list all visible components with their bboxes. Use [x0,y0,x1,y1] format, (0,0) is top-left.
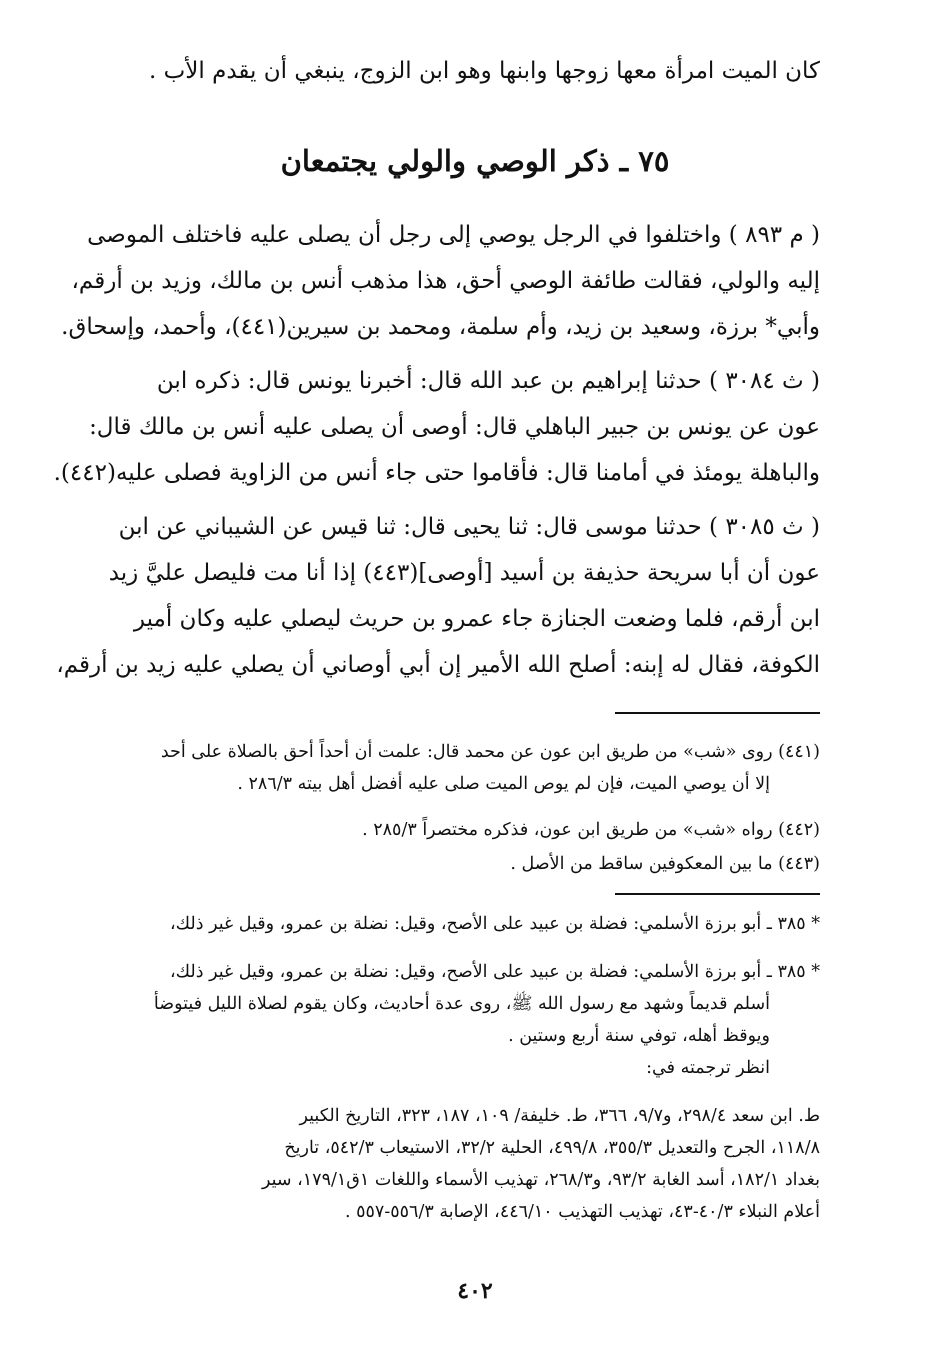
page-number: ٤٠٢ [457,1278,493,1304]
text-line: ( ث ٣٠٨٥ ) حدثنا موسى قال: ثنا يحيى قال: ثنا قيس عن الشيباني عن ابن [118,514,820,540]
footnote-line: (٤٤٣) ما بين المعكوفين ساقط من الأصل . [510,854,820,874]
bio-line: * ٣٨٥ ـ أبو برزة الأسلمي: فضلة بن عبيد على الأصح، وقيل: نضلة بن عمرو، وقيل غير ذلك، [170,962,820,982]
source-line: ١١٨/٨، الجرح والتعديل ٣٥٥/٣، ٤٩٩/٨، الحلية ٣٢/٢، الاستيعاب ٥٤٢/٣، تاريخ [284,1138,820,1158]
bio-note-385-first [130,908,820,940]
paragraph-ikhtilaf [61,212,820,350]
bio-sources [130,1100,820,1228]
text-line: الكوفة، فقال له إبنه: أصلح الله الأمير إن أبي أوصاني أن يصلي عليه زيد بن أرقم، [56,652,820,678]
carry-over-text [130,48,820,94]
paragraph-hadith-3084 [53,358,820,496]
footnote-line: (٤٤١) روى «شب» من طريق ابن عون عن محمد قال: علمت أن أحداً أحق بالصلاة على أحد [160,742,820,762]
source-line: بغداد ١٨٢/١، أسد الغابة ٩٣/٢، و٢٦٨/٣، تهذيب الأسماء واللغات ١ق١٧٩/١، سير [261,1170,820,1190]
footnote-442 [130,814,820,846]
bio-line: أسلم قديماً وشهد مع رسول الله ﷺ، روى عدة أحاديث، وكان يقوم لصلاة الليل فيتوضأ [153,994,770,1014]
footnote-441 [130,736,820,800]
text-line: ابن أرقم، فلما وضعت الجنازة جاء عمرو بن حريث ليصلي عليه وكان أمير [133,606,820,632]
text-line: ( م ٨٩٣ ) واختلفوا في الرجل يوصي إلى رجل أن يصلى عليه فاختلف الموصى [87,222,820,248]
footnote-line: (٤٤٢) رواه «شب» من طريق ابن عون، فذكره مختصراً ٢٨٥/٣ . [362,820,820,840]
text-line: عون أن أبا سريحة حذيفة بن أسيد [أوصى](٤٤٣) إذا أنا مت فليصل عليَّ زيد [108,560,820,586]
bio-line: * ٣٨٥ ـ أبو برزة الأسلمي: فضلة بن عبيد على الأصح، وقيل: نضلة بن عمرو، وقيل غير ذلك، [170,914,820,934]
text-line: عون عن يونس بن جبير الباهلي قال: أوصى أن يصلى عليه أنس بن مالك قال: [89,414,820,440]
footnote-divider [615,712,820,714]
paragraph-hadith-3085 [56,504,820,688]
text-line: والباهلة يومئذ في أمامنا قال: فأقاموا حتى جاء أنس من الزاوية فصلى عليه(٤٤٢). [53,460,820,486]
text-line: ( ث ٣٠٨٤ ) حدثنا إبراهيم بن عبد الله قال: أخبرنا يونس قال: ذكره ابن [156,368,820,394]
footnote-line: إلا أن يوصي الميت، فإن لم يوص الميت صلى عليه أفضل أهل بيته ٢٨٦/٣ . [237,774,770,794]
text-line: وأبي* برزة، وسعيد بن زيد، وأم سلمة، ومحمد بن سيرين(٤٤١)، وأحمد، وإسحاق. [61,314,820,340]
source-line: أعلام النبلاء ٤٠/٣-٤٣، تهذيب التهذيب ٤٤٦/١٠، الإصابة ٥٥٦/٣-٥٥٧ . [344,1202,820,1222]
source-line: ط. ابن سعد ٢٩٨/٤، و٩/٧، ٣٦٦، ط. خليفة/ ١٠٩، ١٨٧، ٣٢٣، التاريخ الكبير [299,1106,820,1126]
section-heading: ٧٥ ـ ذكر الوصي والولي يجتمعان [280,144,670,178]
bio-line: ويوقظ أهله، توفي سنة أربع وستين . [508,1026,770,1046]
text-line: إليه والولي، فقالت طائفة الوصي أحق، هذا مذهب أنس بن مالك، وزيد بن أرقم، [71,268,820,294]
footnote-443 [130,848,820,880]
bio-divider [615,893,820,895]
bio-line: انظر ترجمته في: [646,1058,770,1078]
text-line: كان الميت امرأة معها زوجها وابنها وهو ابن الزوج، ينبغي أن يقدم الأب . [149,58,820,84]
bio-note-385-second [130,956,820,1084]
